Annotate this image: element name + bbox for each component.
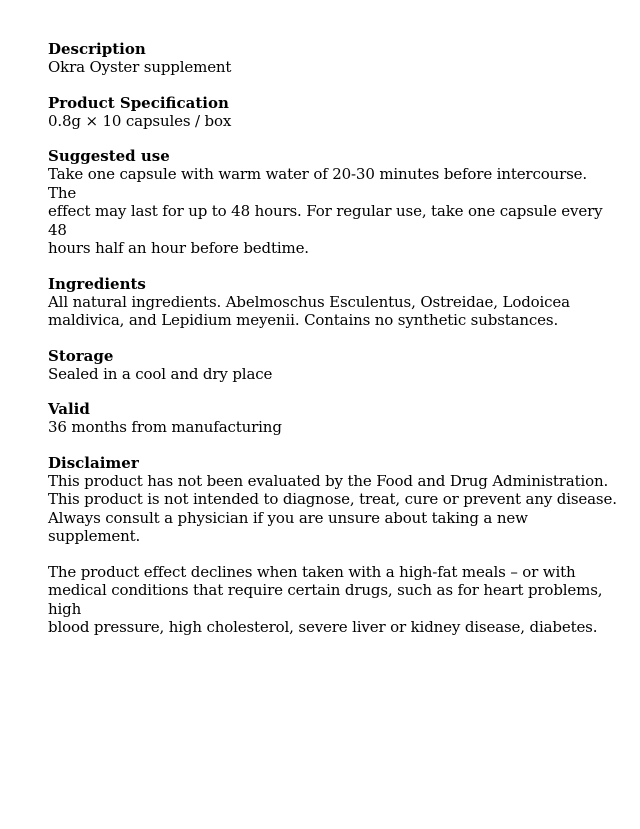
section-heading: Suggested use [48,147,170,165]
section-text-line: Take one capsule with warm water of 20-30 minutes before intercourse. The [48,165,588,202]
section-text-line: All natural ingredients. Abelmoschus Esculentus, Ostreidae, Lodoicea [48,292,570,311]
section-text-line: This product is not intended to diagnose, treat, cure or prevent any disease. [48,490,617,508]
section-text-line: Sealed in a cool and dry place [48,364,273,383]
section-valid [48,400,618,437]
section-disclaimer [48,454,618,637]
section-heading: Description [48,40,146,58]
section-text-line: 36 months from manufacturing [48,418,282,436]
section-suggested-use [48,147,618,258]
section-heading: Disclaimer [48,453,139,472]
section-storage [48,347,618,384]
section-text-line: Okra Oyster supplement [48,58,232,76]
section-heading: Valid [48,400,90,418]
section-product-specification [48,94,618,131]
section-text-line: blood pressure, high cholesterol, severe liver or kidney disease, diabetes. [48,618,598,636]
section-text-line: hours half an hour before bedtime. [48,239,309,257]
section-text-line: effect may last for up to 48 hours. For regular use, take one capsule every 48 [48,202,603,239]
section-text-line: The product effect declines when taken with a high-fat meals – or with [48,562,576,581]
section-heading: Storage [48,346,114,365]
section-text-line: 0.8g × 10 capsules / box [48,111,232,130]
section-heading: Product Specification [48,93,229,112]
section-description [48,40,618,77]
document-page [48,40,618,654]
section-heading: Ingredients [48,274,146,293]
section-text-line: Always consult a physician if you are unsure about taking a new supplement. [48,508,528,545]
section-text-line: This product has not been evaluated by the Food and Drug Administration. [48,471,609,490]
section-text-line: medical conditions that require certain drugs, such as for heart problems, high [48,581,603,618]
section-ingredients [48,275,618,330]
section-text-line: maldivica, and Lepidium meyenii. Contains no synthetic substances. [48,311,559,329]
